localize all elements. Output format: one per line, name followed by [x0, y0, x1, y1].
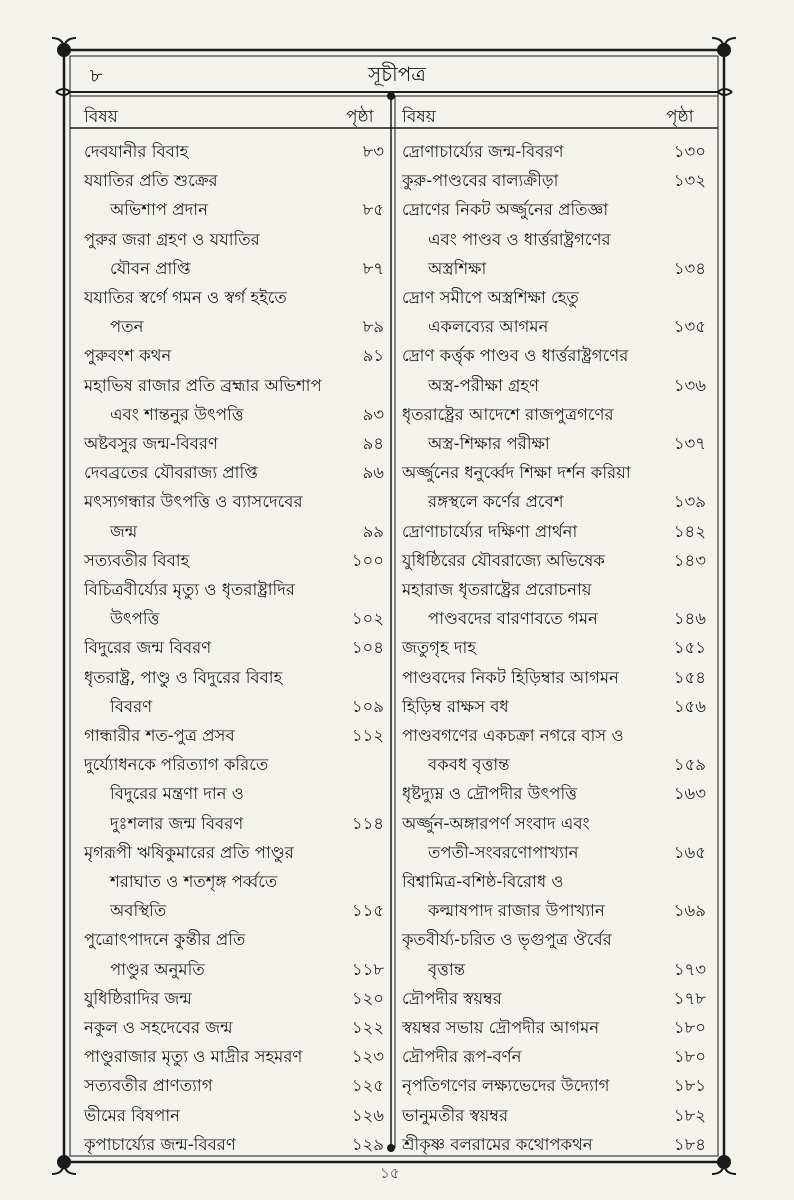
toc-entry-page: ১৬৩ [673, 784, 706, 804]
toc-entry-title: যৌবন প্রাপ্তি [110, 258, 191, 278]
toc-entry-title: নৃপতিগণের লক্ষ্যভেদের উদ্যোগ [402, 1076, 610, 1096]
toc-entry-title: যুধিষ্ঠিরাদির জন্ম [84, 988, 192, 1008]
toc-entry-page: ১০২ [351, 609, 384, 629]
toc-entry-title: বকবধ বৃত্তান্ত [428, 755, 510, 775]
toc-entry-title: কৃতবীর্য্য-চরিত ও ভৃগুপুত্র ঔর্বের [402, 930, 612, 950]
page-title: সূচীপত্র [368, 62, 426, 86]
toc-entry-title: পতন [110, 317, 144, 337]
toc-entry-title: হিড়িম্ব রাক্ষস বধ [402, 696, 509, 716]
toc-entry-title: গান্ধারীর শত-পুত্র প্রসব [84, 726, 235, 745]
toc-entry-page: ১৪২ [673, 521, 706, 541]
toc-entry-title: দ্রৌপদীর স্বয়ম্বর [402, 988, 502, 1008]
toc-entry-title: কৃপাচার্য্যের জন্ম-বিবরণ [84, 1134, 236, 1154]
toc-entry-title: দুর্য্যোধনকে পরিত্যাগ করিতে [84, 755, 269, 775]
toc-entry-title: অস্ত্র-পরীক্ষা গ্রহণ [428, 375, 539, 395]
toc-entry-page: ১৩০ [673, 142, 706, 161]
toc-entry-title: অর্জ্জুনের ধনুর্ব্বেদ শিক্ষা দর্শন করিয়া [402, 463, 631, 483]
toc-entry-page: ১১৪ [351, 813, 384, 833]
toc-entry-title: তপতী-সংবরণোপাখ্যান [428, 842, 579, 862]
toc-entry-title: পাণ্ডবগণের একচক্রা নগরে বাস ও [402, 726, 624, 745]
toc-entry-page: ১১৫ [351, 901, 384, 921]
toc-entry-page: ১৩৬ [673, 375, 706, 395]
toc-entry-page: ১২৯ [351, 1134, 384, 1154]
toc-entry-title: মহাভিষ রাজার প্রতি ব্রহ্মার অভিশাপ [84, 375, 322, 395]
toc-entry-page: ১৪৬ [673, 609, 706, 629]
toc-entry-title: ভানুমতীর স্বয়ম্বর [402, 1105, 509, 1125]
toc-entry-page: ৮৭ [362, 258, 384, 278]
toc-entry-title: কুরু-পাণ্ডবের বাল্যক্রীড়া [402, 171, 559, 191]
toc-entry-title: অস্ত্র-শিক্ষার পরীক্ষা [428, 434, 550, 453]
toc-entry-page: ১৬৯ [673, 901, 706, 921]
toc-entry-page: ১২০ [351, 988, 384, 1008]
toc-entry-page: ১১২ [351, 726, 384, 745]
toc-entry-title: যুধিষ্ঠিরের যৌবরাজ্যে অভিষেক [402, 550, 605, 570]
toc-entry [402, 1128, 706, 1162]
toc-entry-page: ৯৪ [362, 434, 384, 453]
toc-entry-page: ১৩৫ [673, 317, 706, 337]
toc-entry-page: ৯৯ [362, 521, 384, 541]
toc-entry-title: বিশ্বামিত্র-বশিষ্ঠ-বিরোধ ও [402, 872, 564, 891]
page-number: ৮ [90, 65, 103, 87]
right-subject-header: বিষয় [402, 107, 436, 127]
toc-entry-title: মহারাজ ধৃতরাষ্ট্রের প্ররোচনায় [402, 580, 592, 599]
toc-entry-page: ১৩৪ [673, 258, 706, 278]
toc-entry-title: যযাতির স্বর্গে গমন ও স্বর্গ হইতে [84, 288, 287, 307]
toc-entry-title: দেবযানীর বিবাহ [84, 142, 189, 161]
toc-entry-page: ৮৫ [362, 200, 384, 220]
toc-entry-title: ভীমের বিষপান [84, 1105, 180, 1125]
toc-entry-title: অষ্টবসুর জন্ম-বিবরণ [84, 434, 218, 453]
toc-entry-title: বিবরণ [110, 696, 153, 716]
toc-entry-page: ১৮০ [673, 1047, 706, 1067]
toc-entry-title: অভিশাপ প্রদান [110, 200, 208, 220]
toc-entry-title: কল্মাষপাদ রাজার উপাখ্যান [428, 901, 605, 921]
toc-entry-title: বৃত্তান্ত [428, 959, 466, 979]
toc-entry-page: ১৮১ [673, 1076, 706, 1096]
toc-entry-title: রঙ্গস্থলে কর্ণের প্রবেশ [428, 492, 564, 512]
toc-entry-title: দ্রোণ সমীপে অস্ত্রশিক্ষা হেতু [402, 288, 579, 307]
toc-entry-title: পুরুবংশ কথন [84, 346, 172, 366]
toc-entry-page: ১২৫ [351, 1076, 384, 1096]
toc-entry-page: ১২২ [351, 1018, 384, 1037]
toc-entry-page: ১১৮ [351, 959, 384, 979]
toc-entry-title: বিদুরের জন্ম বিবরণ [84, 638, 212, 658]
toc-entry-title: এবং পাণ্ডব ও ধার্ত্তরাষ্ট্রগণের [428, 229, 611, 249]
toc-entry-title: বিচিত্রবীর্য্যের মৃত্যু ও ধৃতরাষ্ট্রাদির [84, 580, 296, 599]
toc-entry-page: ১৩৭ [673, 434, 706, 453]
toc-entry-page: ১৪৩ [673, 550, 706, 570]
toc-entry-title: অস্ত্রশিক্ষা [428, 258, 487, 278]
toc-entry-title: মৎস্যগন্ধার উৎপত্তি ও ব্যাসদেবের [84, 492, 303, 512]
toc-entry-title: অর্জ্জুন-অঙ্গারপর্ণ সংবাদ এবং [402, 813, 590, 833]
toc-entry-title: বিদুরের মন্ত্রণা দান ও [110, 784, 244, 804]
toc-entry-page: ১০০ [351, 550, 384, 570]
toc-entry-title: নকুল ও সহদেবের জন্ম [84, 1018, 233, 1037]
toc-entry-title: একলব্যের আগমন [428, 317, 549, 337]
toc-entry-page: ১০৪ [351, 638, 384, 658]
toc-entry-page: ১৮২ [673, 1105, 706, 1125]
toc-entry-page: ১৫১ [673, 638, 706, 658]
toc-entry-page: ১৩২ [673, 171, 706, 191]
toc-entry-page: ৮৩ [362, 142, 384, 161]
toc-entry-title: সত্যবতীর প্রাণত্যাগ [84, 1076, 213, 1096]
toc-entry-title: দ্রোণের নিকট অর্জ্জুনের প্রতিজ্ঞা [402, 200, 609, 220]
toc-entry-title: পুত্রোৎপাদনে কুন্তীর প্রতি [84, 930, 246, 950]
toc-entry-page: ১৬৫ [673, 842, 706, 862]
toc-entry-page: ১৫৪ [673, 667, 706, 687]
toc-entry-page: ১৭৩ [673, 959, 706, 979]
toc-entry-page: ১২৩ [351, 1047, 384, 1067]
toc-entry-title: জতুগৃহ দাহ [402, 638, 476, 658]
toc-entry-page: ৯৬ [362, 463, 384, 483]
toc-entry-page: ৯৩ [362, 404, 384, 424]
toc-entry-page: ১৮০ [673, 1018, 706, 1037]
toc-entry-title: ধৃতরাষ্ট্র, পাণ্ডু ও বিদুরের বিবাহ [84, 667, 283, 687]
toc-entry-page: ১২৬ [351, 1105, 384, 1125]
toc-entry-title: মৃগরূপী ঋষিকুমারের প্রতি পাণ্ডুর [84, 842, 294, 862]
toc-entry-title: শ্রীকৃষ্ণ বলরামের কথোপকথন [402, 1134, 593, 1154]
toc-entry-title: পাণ্ডবদের নিকট হিড়িম্বার আগমন [402, 667, 619, 687]
toc-entry-title: দ্রোণ কর্ত্তৃক পাণ্ডব ও ধার্ত্তরাষ্ট্রগণের [402, 346, 629, 366]
toc-entry-page: ১৫৯ [673, 755, 706, 775]
toc-entry-page: ৯১ [362, 346, 384, 366]
toc-entry-page: ১৮৪ [673, 1134, 706, 1154]
toc-entry-title: দ্রোণাচার্য্যের জন্ম-বিবরণ [402, 142, 564, 161]
toc-entry-title: পাণ্ডুর অনুমতি [110, 959, 205, 979]
toc-entry-page: ১৫৬ [673, 696, 706, 716]
toc-entry-title: জন্ম [110, 521, 138, 541]
toc-entry-title: সত্যবতীর বিবাহ [84, 550, 190, 570]
footer-mark: ১৫ [380, 1164, 400, 1182]
toc-entry-title: এবং শান্তনুর উৎপত্তি [110, 404, 244, 424]
toc-entry-title: দেবব্রতের যৌবরাজ্য প্রাপ্তি [84, 463, 258, 483]
toc-entry-title: অবস্থিতি [110, 901, 167, 921]
left-page-header: পৃষ্ঠা [346, 107, 374, 127]
toc-entry-title: যযাতির প্রতি শুক্রের [84, 171, 218, 191]
toc-entry-title: পাণ্ডবদের বারণাবতে গমন [428, 609, 598, 629]
toc-entry-title: পাণ্ডুরাজার মৃত্যু ও মাদ্রীর সহমরণ [84, 1047, 303, 1067]
toc-entry-title: দুঃশলার জন্ম বিবরণ [110, 813, 244, 833]
toc-entry-title: দ্রোণাচার্য্যের দক্ষিণা প্রার্থনা [402, 521, 578, 541]
toc-entry-title: শরাঘাত ও শতশৃঙ্গ পর্ব্বতে [110, 872, 278, 891]
toc-entry-page: ১৭৮ [673, 988, 706, 1008]
toc-entry-title: পুরুর জরা গ্রহণ ও যযাতির [84, 229, 260, 249]
toc-entry-page: ১৩৯ [673, 492, 706, 512]
toc-entry-title: দ্রৌপদীর রূপ-বর্ণন [402, 1047, 522, 1067]
toc-entry-page: ৮৯ [362, 317, 384, 337]
toc-entry-title: স্বয়ম্বর সভায় দ্রৌপদীর আগমন [402, 1018, 600, 1037]
toc-entry-title: ধৃতরাষ্ট্রের আদেশে রাজপুত্রগণের [402, 404, 614, 424]
toc-entry-title: ধৃষ্টদ্যুম্ন ও দ্রৌপদীর উৎপত্তি [402, 784, 578, 804]
left-subject-header: বিষয় [84, 107, 118, 127]
toc-entry [84, 1128, 384, 1162]
right-page-header: পৃষ্ঠা [666, 107, 694, 127]
toc-entry-page: ১০৯ [351, 696, 384, 716]
toc-entry-title: উৎপত্তি [110, 609, 160, 629]
